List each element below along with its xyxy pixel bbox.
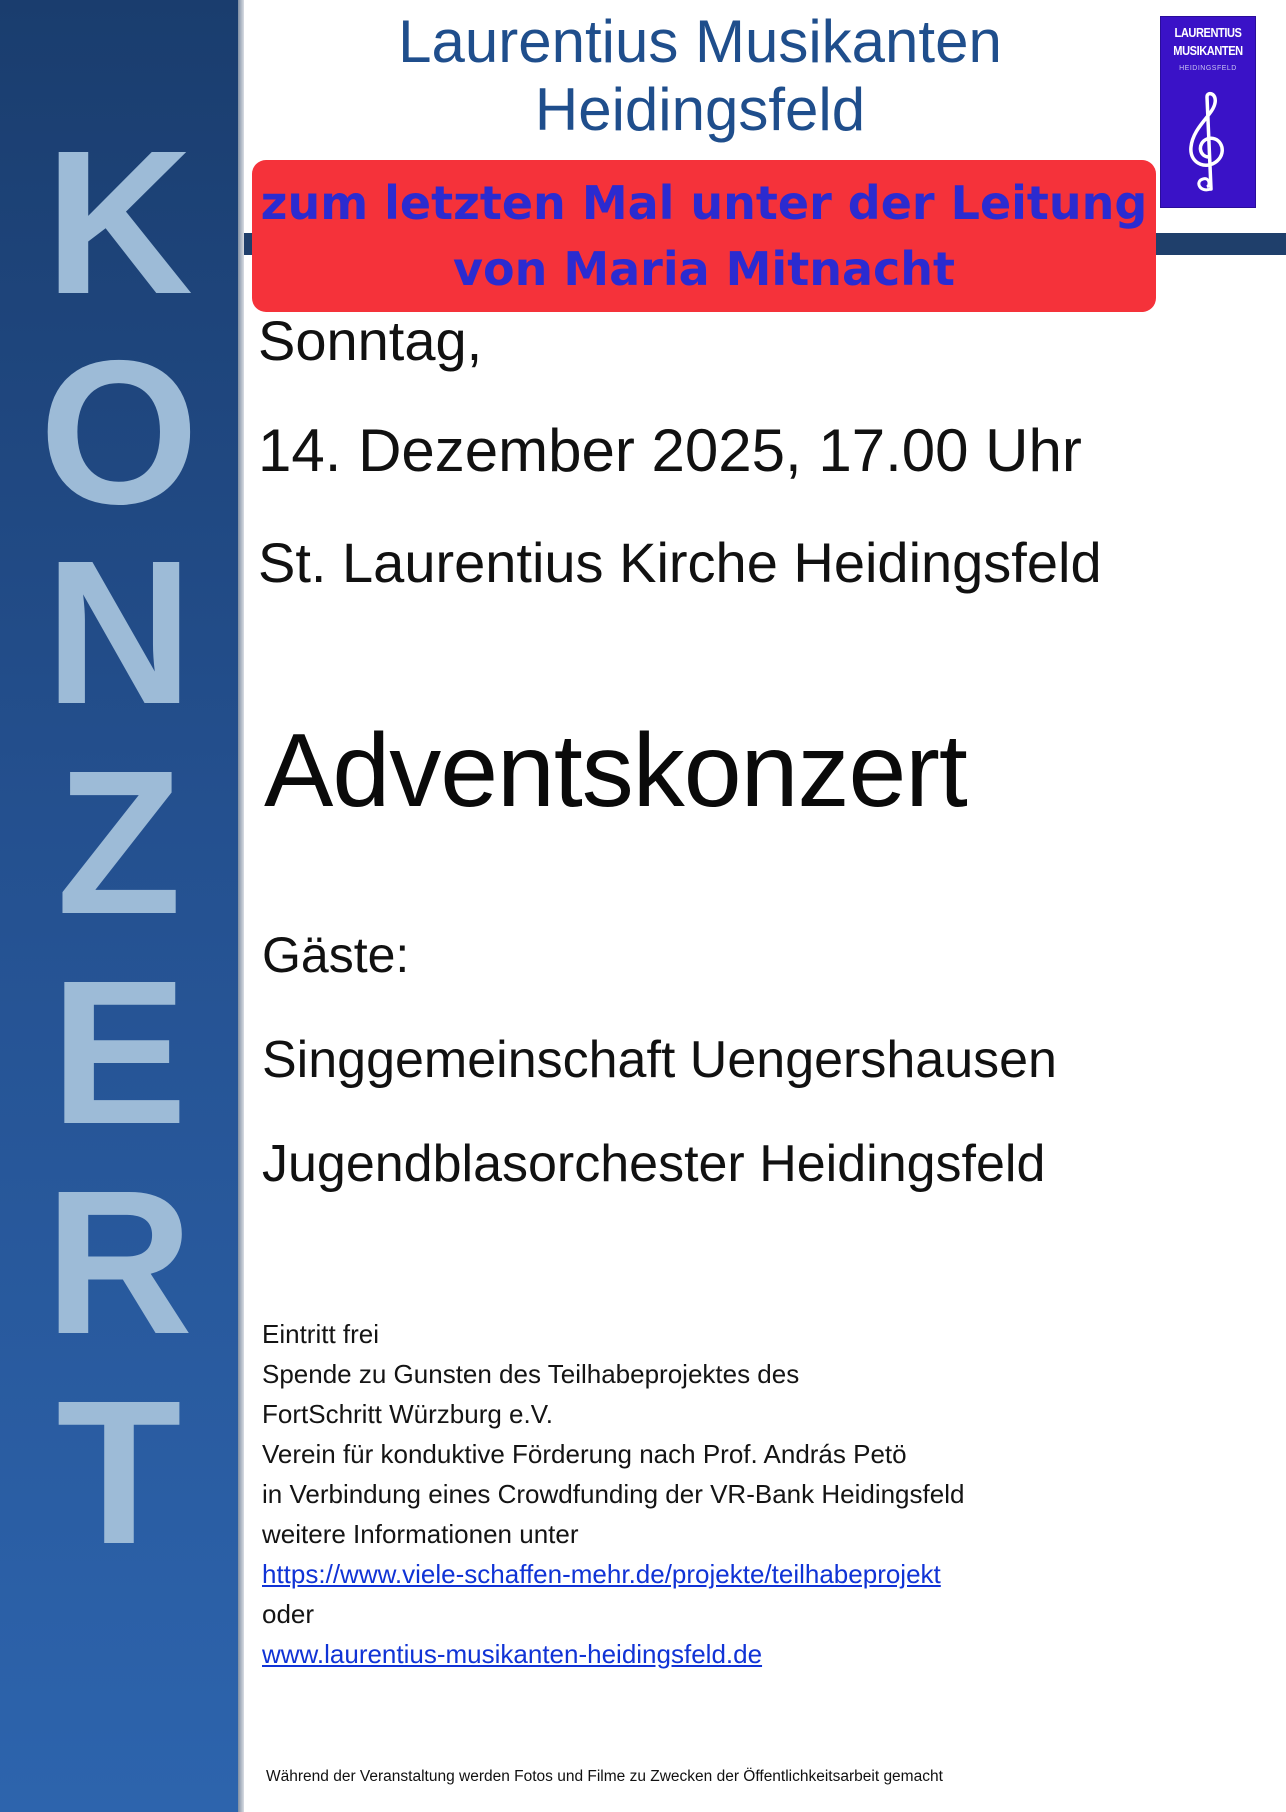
info-line: Verein für konduktive Förderung nach Prof. András Petö	[262, 1439, 907, 1469]
header-title-line1: Laurentius Musikanten	[398, 8, 1002, 75]
leadership-banner	[252, 160, 1156, 312]
info-block	[262, 1314, 964, 1674]
event-date-time: 14. Dezember 2025, 17.00 Uhr	[258, 417, 1082, 484]
banner-line2: von Maria Mitnacht	[452, 242, 955, 296]
treble-clef-icon	[1183, 89, 1233, 197]
guests-label: Gäste:	[262, 927, 410, 983]
header-title	[300, 8, 1100, 144]
sidebar-letter-k: K	[44, 108, 194, 337]
logo-line3: HEIDINGSFELD	[1179, 65, 1237, 72]
logo-line2: MUSIKANTEN	[1173, 43, 1243, 58]
info-line: in Verbindung eines Crowdfunding der VR-Bank Heidingsfeld	[262, 1479, 965, 1509]
project-link[interactable]: https://www.viele-schaffen-mehr.de/projekte/teilhabeprojekt	[262, 1559, 941, 1589]
event-title: Adventskonzert	[264, 713, 967, 829]
footer-note: Während der Veranstaltung werden Fotos und Filme zu Zwecken der Öffentlichkeitsarbeit gemacht	[266, 1768, 943, 1785]
info-line: FortSchritt Würzburg e.V.	[262, 1399, 553, 1429]
info-line: Spende zu Gunsten des Teilhabeprojektes des	[262, 1359, 800, 1389]
info-connector: oder	[262, 1599, 315, 1629]
event-venue: St. Laurentius Kirche Heidingsfeld	[258, 531, 1102, 594]
website-link[interactable]: www.laurentius-musikanten-heidingsfeld.de	[262, 1639, 763, 1669]
logo	[1160, 16, 1256, 208]
sidebar-edge	[238, 0, 244, 1812]
sidebar-letter-o: O	[39, 318, 199, 547]
banner-line1: zum letzten Mal unter der Leitung	[260, 176, 1148, 230]
info-line: Eintritt frei	[262, 1319, 380, 1349]
sidebar-letter-t: T	[56, 1358, 182, 1587]
logo-line1: LAURENTIUS	[1174, 25, 1242, 40]
guest-item: Singgemeinschaft Uengershausen	[262, 1031, 1057, 1089]
sidebar-letter-n: N	[44, 518, 194, 747]
sidebar-letter-r: R	[44, 1148, 194, 1377]
event-day: Sonntag,	[258, 309, 483, 372]
header-title-line2: Heidingsfeld	[534, 76, 866, 143]
sidebar-letter-e: E	[50, 938, 188, 1167]
sidebar-letter-z: Z	[56, 728, 182, 957]
info-line: weitere Informationen unter	[262, 1519, 579, 1549]
guest-item: Jugendblasorchester Heidingsfeld	[262, 1135, 1046, 1193]
sidebar	[0, 0, 238, 1812]
